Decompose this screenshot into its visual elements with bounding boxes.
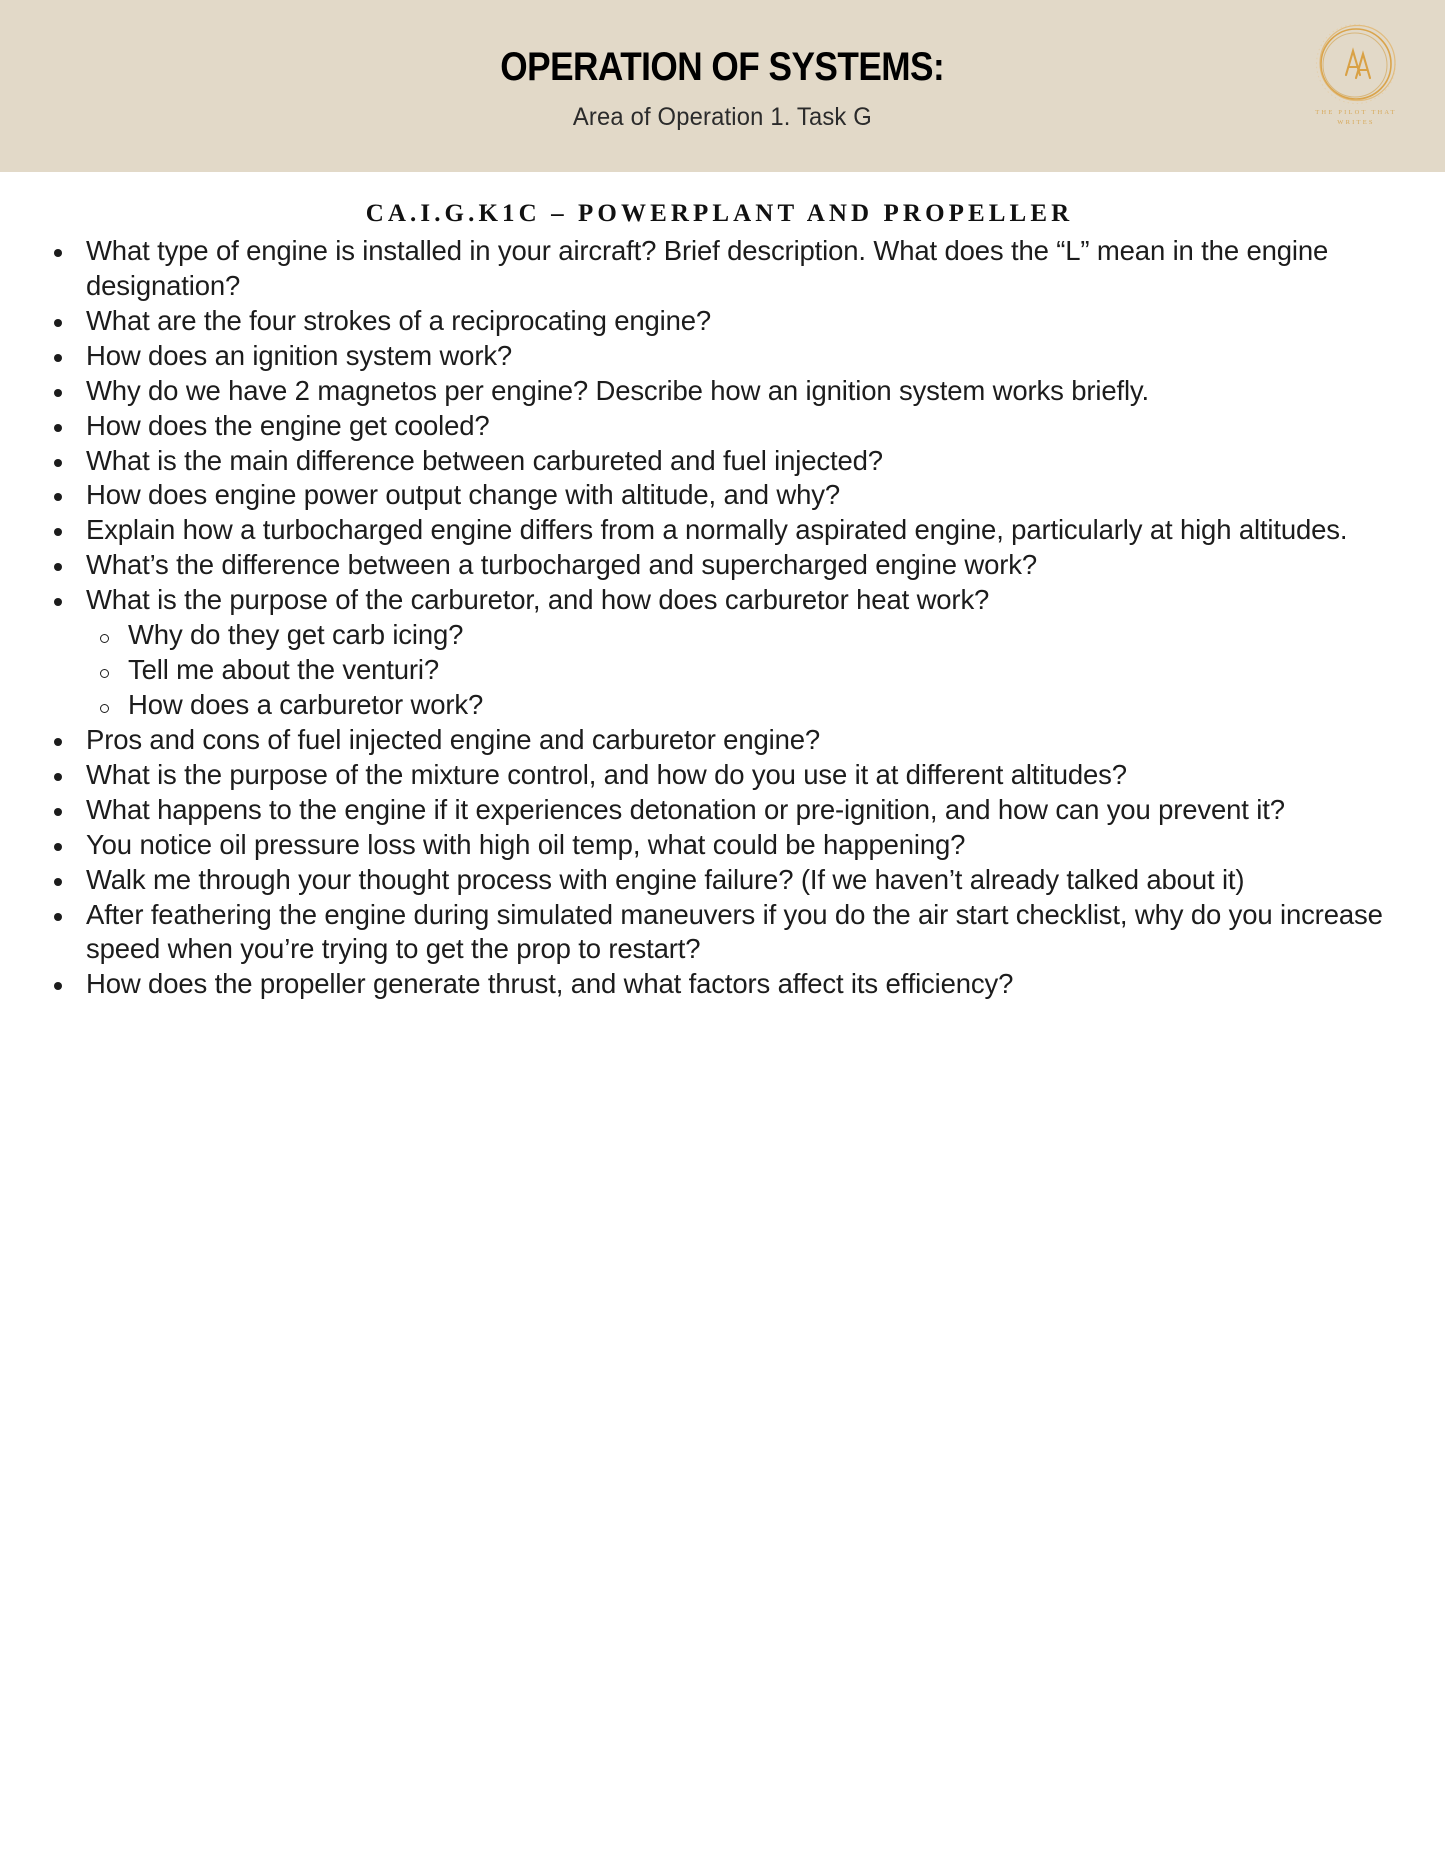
question-text: After feathering the engine during simulated maneuvers if you do the air start checklist, why do you increase speed when you’re trying to get the prop to restart? [86, 898, 1383, 965]
bullet-dot-icon [54, 878, 62, 886]
bullet-dot-icon [54, 563, 62, 571]
sub-question-item [86, 618, 1411, 653]
page-title: OPERATION OF SYSTEMS: [500, 44, 945, 89]
question-text: What is the purpose of the mixture control, and how do you use it at different altitudes? [86, 758, 1127, 790]
sub-question-item [86, 653, 1411, 688]
logo-tagline-line-2: WRITES [1337, 118, 1375, 126]
question-text: What are the four strokes of a reciprocating engine? [86, 304, 712, 336]
question-item [40, 234, 1411, 304]
bullet-dot-icon [54, 354, 62, 362]
bullet-dot-icon [54, 808, 62, 816]
question-item [40, 898, 1411, 968]
question-text: You notice oil pressure loss with high oil temp, what could be happening? [86, 828, 966, 860]
logo-tagline [1304, 108, 1408, 128]
question-text: What type of engine is installed in your aircraft? Brief description. What does the “L” mean in the engine designation? [86, 235, 1329, 301]
question-text: Walk me through your thought process with engine failure? (If we haven’t already talked about it) [86, 863, 1245, 895]
question-item [40, 863, 1411, 898]
question-item [40, 304, 1411, 339]
sub-question-item [86, 688, 1411, 723]
question-text: How does the engine get cooled? [86, 409, 490, 441]
bullet-dot-icon [54, 424, 62, 432]
question-item [40, 967, 1411, 1002]
question-text: How does the propeller generate thrust, and what factors affect its efficiency? [86, 968, 1014, 1000]
sub-question-text: How does a carburetor work? [128, 688, 484, 720]
bullet-dot-icon [54, 738, 62, 746]
bullet-dot-icon [54, 459, 62, 467]
circular-monogram-logo-icon [1308, 16, 1404, 112]
question-text: What is the purpose of the carburetor, and how does carburetor heat work? [86, 584, 990, 616]
bullet-dot-icon [54, 319, 62, 327]
question-text: Pros and cons of fuel injected engine and carburetor engine? [86, 723, 821, 755]
document-content [0, 200, 1445, 1002]
bullet-dot-icon [54, 249, 62, 257]
bullet-dot-icon [54, 773, 62, 781]
question-item [40, 793, 1411, 828]
question-item [40, 478, 1411, 513]
bullet-dot-icon [54, 493, 62, 501]
question-item [40, 444, 1411, 479]
bullet-ring-icon [100, 669, 109, 678]
question-item [40, 723, 1411, 758]
question-item [40, 828, 1411, 863]
bullet-ring-icon [100, 704, 109, 713]
brand-logo [1300, 16, 1412, 144]
question-item [40, 374, 1411, 409]
question-item [40, 513, 1411, 548]
question-text: Why do we have 2 magnetos per engine? Describe how an ignition system works briefly. [86, 374, 1149, 406]
bullet-dot-icon [54, 389, 62, 397]
bullet-ring-icon [100, 634, 109, 643]
question-text: What’s the difference between a turbocharged and supercharged engine work? [86, 549, 1038, 581]
page-header-banner [0, 0, 1445, 172]
question-item [40, 339, 1411, 374]
page-subtitle: Area of Operation 1. Task G [572, 103, 873, 132]
bullet-dot-icon [54, 913, 62, 921]
question-item [40, 548, 1411, 583]
question-item [40, 409, 1411, 444]
sub-question-list [40, 618, 1411, 723]
question-text: What happens to the engine if it experiences detonation or pre-ignition, and how can you prevent it? [86, 793, 1285, 825]
bullet-dot-icon [54, 528, 62, 536]
question-text: Explain how a turbocharged engine differs from a normally aspirated engine, particularly at high altitudes. [86, 514, 1348, 546]
question-item [40, 583, 1411, 618]
sub-question-text: Tell me about the venturi? [128, 654, 440, 686]
section-heading: CA.I.G.K1C – POWERPLANT AND PROPELLER [365, 200, 1074, 227]
logo-tagline-line-1: THE PILOT THAT [1315, 109, 1397, 116]
bullet-dot-icon [54, 598, 62, 606]
sub-question-text: Why do they get carb icing? [128, 619, 464, 651]
question-text: How does engine power output change with altitude, and why? [86, 479, 841, 511]
question-item [40, 758, 1411, 793]
question-text: How does an ignition system work? [86, 339, 513, 371]
bullet-dot-icon [54, 843, 62, 851]
bullet-dot-icon [54, 982, 62, 990]
question-text: What is the main difference between carbureted and fuel injected? [86, 444, 883, 476]
question-list [12, 234, 1433, 1002]
